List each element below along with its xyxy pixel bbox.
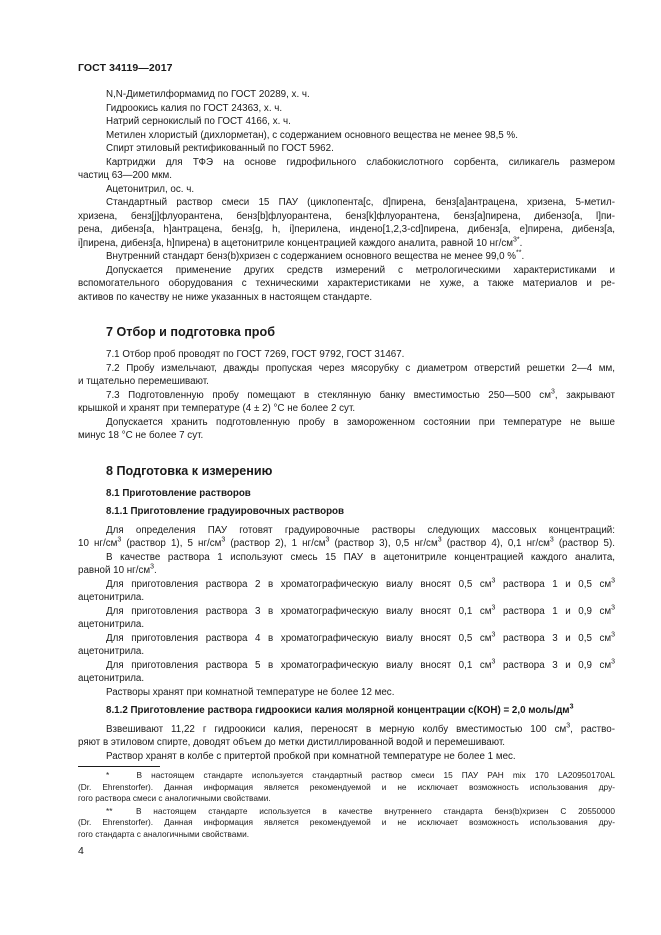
reagent-dichloromethane: Метилен хлористый (дихлорметан), с содержанием основного вещества не менее 98,5 %. [106,129,518,141]
text-line: Для приготовления раствора 5 в хроматографическую виалу вносят 0,1 $см^3$ раствора 3 и 0,9 $см^3$ [106,658,615,671]
page-number: 4 [78,845,84,857]
solution-2 [78,578,615,605]
footnote-ref-2: ** [516,249,522,257]
footnote-1 [78,770,615,805]
text-line: равной 10 $нг/см^3$. [78,563,157,576]
clause-7-frozen [78,416,615,443]
text-line: ацетонитрила. [78,592,145,603]
footnote-2 [78,806,615,841]
text-line: активов по качеству не ниже указанных в настоящем стандарте. [78,291,373,303]
text-line: ацетонитрила. [78,619,145,630]
solution-4 [78,632,615,659]
text-line: Взвешивают 11,22 г гидроокиси калия, переносят в мерную колбу вместимостью 100 $см^3$, раство- [106,722,615,735]
text-line: Стандартный раствор смеси 15 ПАУ (циклопента[c, d]пирена, бенз[a]антрацена, хризена, 5-метил- [106,197,615,208]
section-7-heading: 7 Отбор и подготовка проб [106,325,275,339]
footnotes [78,766,615,842]
text-line: вспомогательного оборудования с техническими характеристиками не хуже, а также материалов и ре- [78,278,615,289]
text-line: ацетонитрила. [78,673,145,684]
solution-1 [78,551,615,578]
text-line: Картриджи для ТФЭ на основе гидрофильного слабокислотного сорбента, силикагель размером [106,156,615,168]
reagent-koh: Гидроокись калия по ГОСТ 24363, х. ч. [106,102,283,114]
internal-standard: Внутренний стандарт бенз(b)хризен с содержанием основного вещества не менее 99,0 %**. [106,249,525,262]
text-line: рена, дибенз[a, h]антрацена, бенз[g, h, i]перилена, индено[1,2,3-cd]пирена, дибенз[a, e]пирена, дибенз[a, [78,224,615,235]
text-line: гого раствора смеси с аналогичными свойствами. [78,793,271,804]
subsection-8-1: 8.1 Приготовление растворов [106,487,251,499]
storage-note: Растворы хранят при комнатной температуре не более 12 мес. [106,686,395,698]
calibration-concentrations [78,524,615,551]
text-line: гого стандарта с аналогичными свойствами. [78,828,250,839]
text-line: (Dr. Ehrenstorfer). Данная информация является рекомендуемой и не исключает возможность использования дру- [78,817,615,828]
text-line: 7.2 Пробу измельчают, дважды пропуская через мясорубку с диаметром отверстий решетки 2—4 мм, [106,362,615,374]
text-line: хризена, бенз[j]флуорантена, бенз[b]флуорантена, бенз[k]флуорантена, бенз[a]пирена, дибензо[a, l]пи- [78,210,615,222]
text-line: Допускается применение других средств измерений с метрологическими характеристиками и [106,264,615,276]
text-line: и тщательно перемешивают. [78,376,209,387]
cartridges-paragraph [78,156,615,183]
subsection-8-1-1: 8.1.1 Приготовление градуировочных растворов [106,506,345,517]
subsection-8-1-2: 8.1.2 Приготовление раствора гидроокиси калия молярной концентрации с(КОН) = 2,0 моль/$дм^3$ [106,703,574,716]
text-line: Для приготовления раствора 4 в хроматографическую виалу вносят 0,5 $см^3$ раствора 3 и 0,5 $см^3$ [106,631,615,644]
text-line: ** В настоящем стандарте используется в качестве внутреннего стандарта бенз(b)хризен С 20550000 [106,805,615,816]
text-line: В качестве раствора 1 используют смесь 15 ПАУ в ацетонитриле концентрацией каждого аналита, [106,551,615,563]
text-line: минус 18 °С не более 7 сут. [78,430,204,441]
text-line: * В настоящем стандарте используется стандартный раствор смеси 15 ПАУ PAH mix 170 LA20950170AL [106,770,615,780]
clause-7-3 [78,389,615,416]
standard-solution-paragraph [78,196,615,250]
reagent-acetonitrile: Ацетонитрил, ос. ч. [106,183,195,195]
section-8-heading: 8 Подготовка к измерению [106,463,273,478]
reagent-sodium-sulfate: Натрий сернокислый по ГОСТ 4166, х. ч. [106,116,291,127]
footnote-divider [78,766,160,767]
allowance-paragraph [78,264,615,305]
koh-preparation [78,723,615,750]
text-line: частиц 63—200 мкм. [78,170,172,181]
koh-storage: Раствор хранят в колбе с притертой пробкой при комнатной температуре не более 1 мес. [106,750,516,762]
reagent-ethanol: Спирт этиловый ректификованный по ГОСТ 5962. [106,143,334,154]
text-line: Допускается хранить подготовленную пробу в замороженном состоянии при температуре не выше [106,416,615,428]
clause-7-1: 7.1 Отбор проб проводят по ГОСТ 7269, ГОСТ 9792, ГОСТ 31467. [106,349,405,360]
text-line: ряют в этиловом спирте, доводят объем до метки дистиллированной водой и перемешивают. [78,737,506,748]
reagent-dmf: N,N-Диметилформамид по ГОСТ 20289, х. ч. [106,89,310,100]
footnote-ref-1: 3* [513,236,520,244]
text-line: крышкой и хранят при температуре (4 ± 2) °С не более 2 сут. [78,403,356,414]
standard-header: ГОСТ 34119—2017 [78,62,173,74]
clause-7-2 [78,362,615,389]
text-line: i]пирена, дибенз[a, h]пирена) в ацетонитриле концентрацией каждого аналита, равной 10 $нг/см^{3*}$. [78,236,523,249]
text-line: Для приготовления раствора 2 в хроматографическую виалу вносят 0,5 $см^3$ раствора 1 и 0,5 $см^3$ [106,577,615,590]
page-content [78,88,615,763]
solution-3 [78,605,615,632]
text-line: 10 $нг/см^3$ (раствор 1), 5 $нг/см^3$ (раствор 2), 1 $нг/см^3$ (раствор 3), 0,5 $нг/см^3$ (раствор 4), 0,1 $нг/см^3$ (раствор 5). [78,536,615,549]
solution-5 [78,659,615,686]
text-line: Для приготовления раствора 3 в хроматографическую виалу вносят 0,1 $см^3$ раствора 1 и 0,9 $см^3$ [106,604,615,617]
text-line: (Dr. Ehrenstorfer). Данная информация является рекомендуемой и не исключает возможность использования дру- [78,781,615,792]
text-line: ацетонитрила. [78,646,145,657]
text-line: 7.3 Подготовленную пробу помещают в стеклянную банку вместимостью 250—500 $см^3$, закрывают [106,388,616,401]
text-line: Для определения ПАУ готовят градуировочные растворы следующих массовых концентраций: [106,524,615,536]
